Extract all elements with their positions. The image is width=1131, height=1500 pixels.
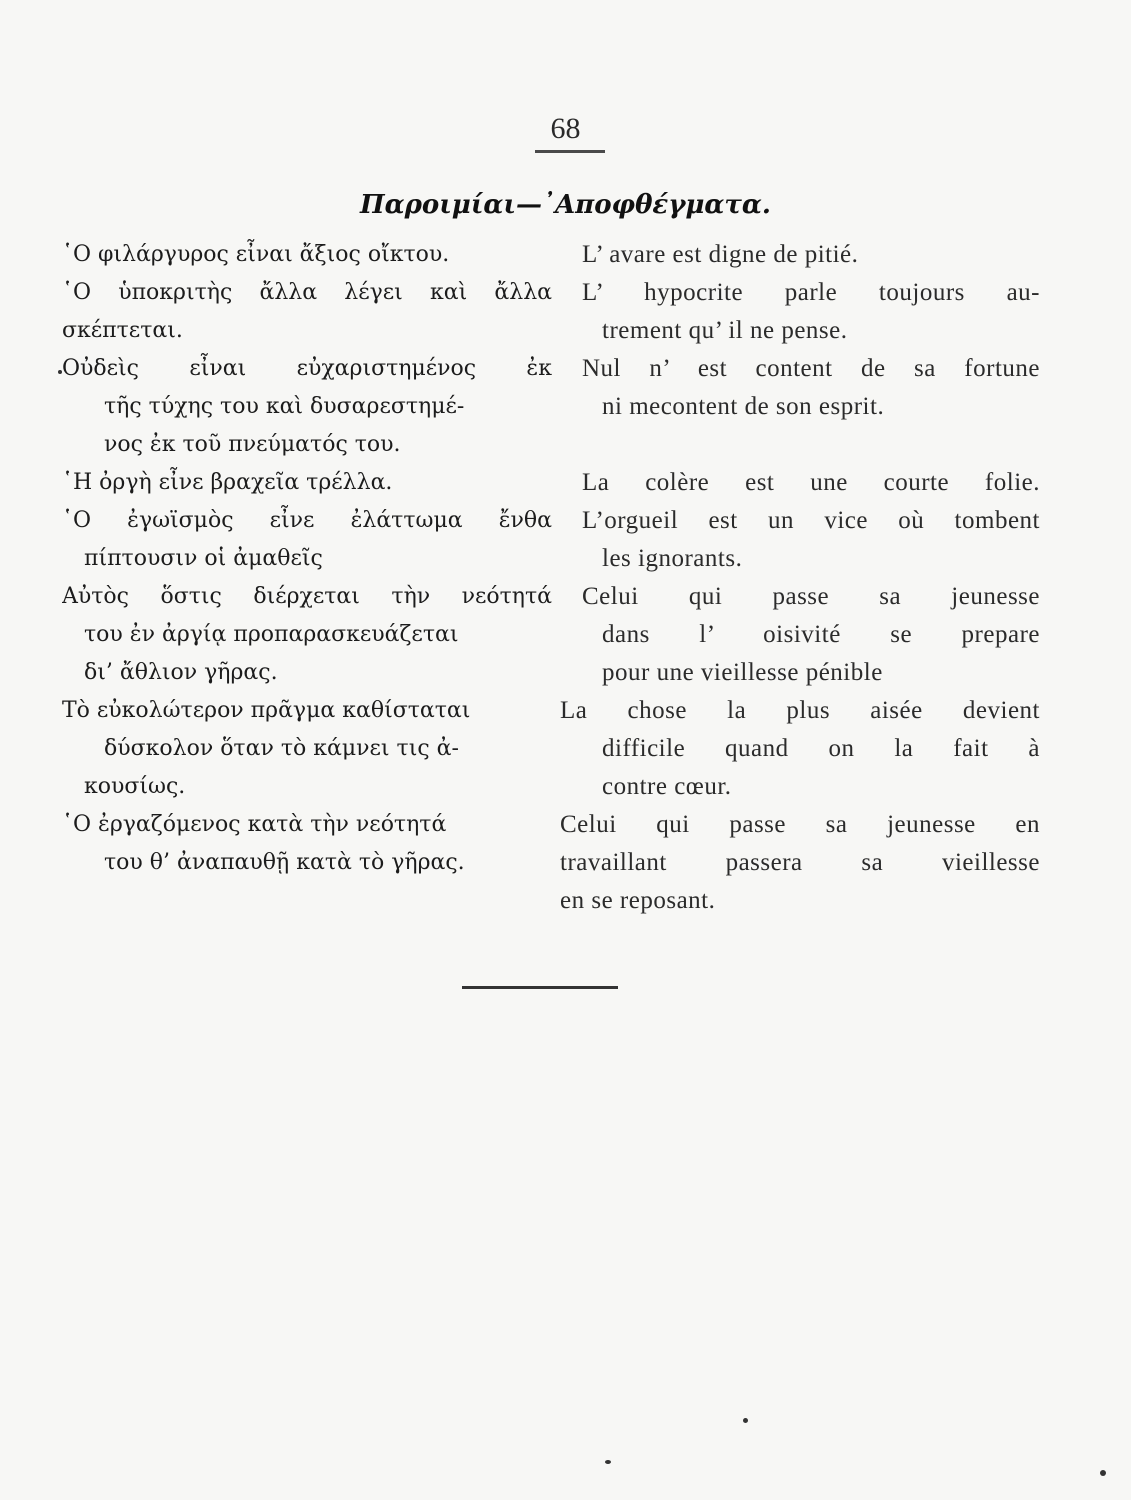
ink-speck	[743, 1418, 748, 1423]
greek-line: σκέπτεται.	[62, 318, 183, 343]
french-line: travaillant passera sa vieillesse	[560, 849, 1040, 876]
greek-line: ῾Ο ἐγωϊσμὸς εἶνε ἐλάττωμα ἔνθα	[62, 508, 552, 533]
page-title: Παροιμίαι—᾿Αποφθέγματα.	[360, 190, 771, 220]
greek-line: του ἐν ἀργίᾳ προπαρασκευάζεται	[84, 622, 459, 647]
french-line: L’ hypocrite parle toujours au-	[582, 279, 1040, 306]
ink-speck	[58, 370, 62, 374]
greek-line: Αὐτὸς ὅστις διέρχεται τὴν νεότητά	[62, 584, 552, 609]
ink-speck	[605, 1460, 611, 1464]
french-line: trement qu’ il ne pense.	[602, 317, 848, 344]
french-line: difficile quand on la fait à	[602, 735, 1040, 762]
french-line: Celui qui passe sa jeunesse	[582, 583, 1040, 610]
greek-line: Οὐδεὶς εἶναι εὐχαριστημένος ἐκ	[62, 356, 552, 381]
french-line: La colère est une courte folie.	[582, 469, 1040, 496]
french-line: ni mecontent de son esprit.	[602, 393, 885, 420]
french-line: pour une vieillesse pénible	[602, 659, 883, 686]
greek-line: ῾Ο φιλάργυρος εἶναι ἄξιος οἴκτου.	[62, 242, 450, 267]
french-line: L’ avare est digne de pitié.	[582, 241, 859, 268]
greek-line: Τὸ εὐκολώτερον πρᾶγμα καθίσταται	[62, 698, 471, 723]
page-number-underline	[535, 150, 605, 153]
greek-line: ῾Ο ὑποκριτὴς ἄλλα λέγει καὶ ἄλλα	[62, 280, 552, 305]
french-line: Nul n’ est content de sa fortune	[582, 355, 1040, 382]
french-line: Celui qui passe sa jeunesse en	[560, 811, 1040, 838]
french-line: les ignorants.	[602, 545, 743, 572]
greek-column	[62, 236, 552, 882]
ink-speck	[1100, 1470, 1106, 1476]
greek-line: δι’ ἄθλιον γῆρας.	[84, 660, 278, 685]
end-rule	[462, 986, 618, 989]
greek-line: δύσκολον ὅταν τὸ κάμνει τις ἀ-	[104, 736, 459, 761]
greek-line: τῆς τύχης του καὶ δυσαρεστημέ-	[104, 394, 465, 419]
french-line: en se reposant.	[560, 887, 716, 914]
french-column	[560, 236, 1040, 920]
page-number: 68	[550, 112, 581, 145]
french-line: dans l’ oisivité se prepare	[602, 621, 1040, 648]
greek-line: του θ’ ἀναπαυθῇ κατὰ τὸ γῆρας.	[104, 850, 465, 875]
greek-line: ῾Η ὀργὴ εἶνε βραχεῖα τρέλλα.	[62, 470, 393, 495]
greek-line: πίπτουσιν οἱ ἀμαθεῖς	[84, 546, 323, 571]
greek-line: κουσίως.	[84, 774, 186, 799]
greek-line: νος ἐκ τοῦ πνεύματός του.	[104, 432, 401, 457]
french-spacer	[560, 426, 1040, 464]
french-line: L’orgueil est un vice où tombent	[582, 507, 1040, 534]
french-line: La chose la plus aisée devient	[560, 697, 1040, 724]
greek-line: ῾Ο ἐργαζόμενος κατὰ τὴν νεότητά	[62, 812, 447, 837]
french-line: contre cœur.	[602, 773, 732, 800]
